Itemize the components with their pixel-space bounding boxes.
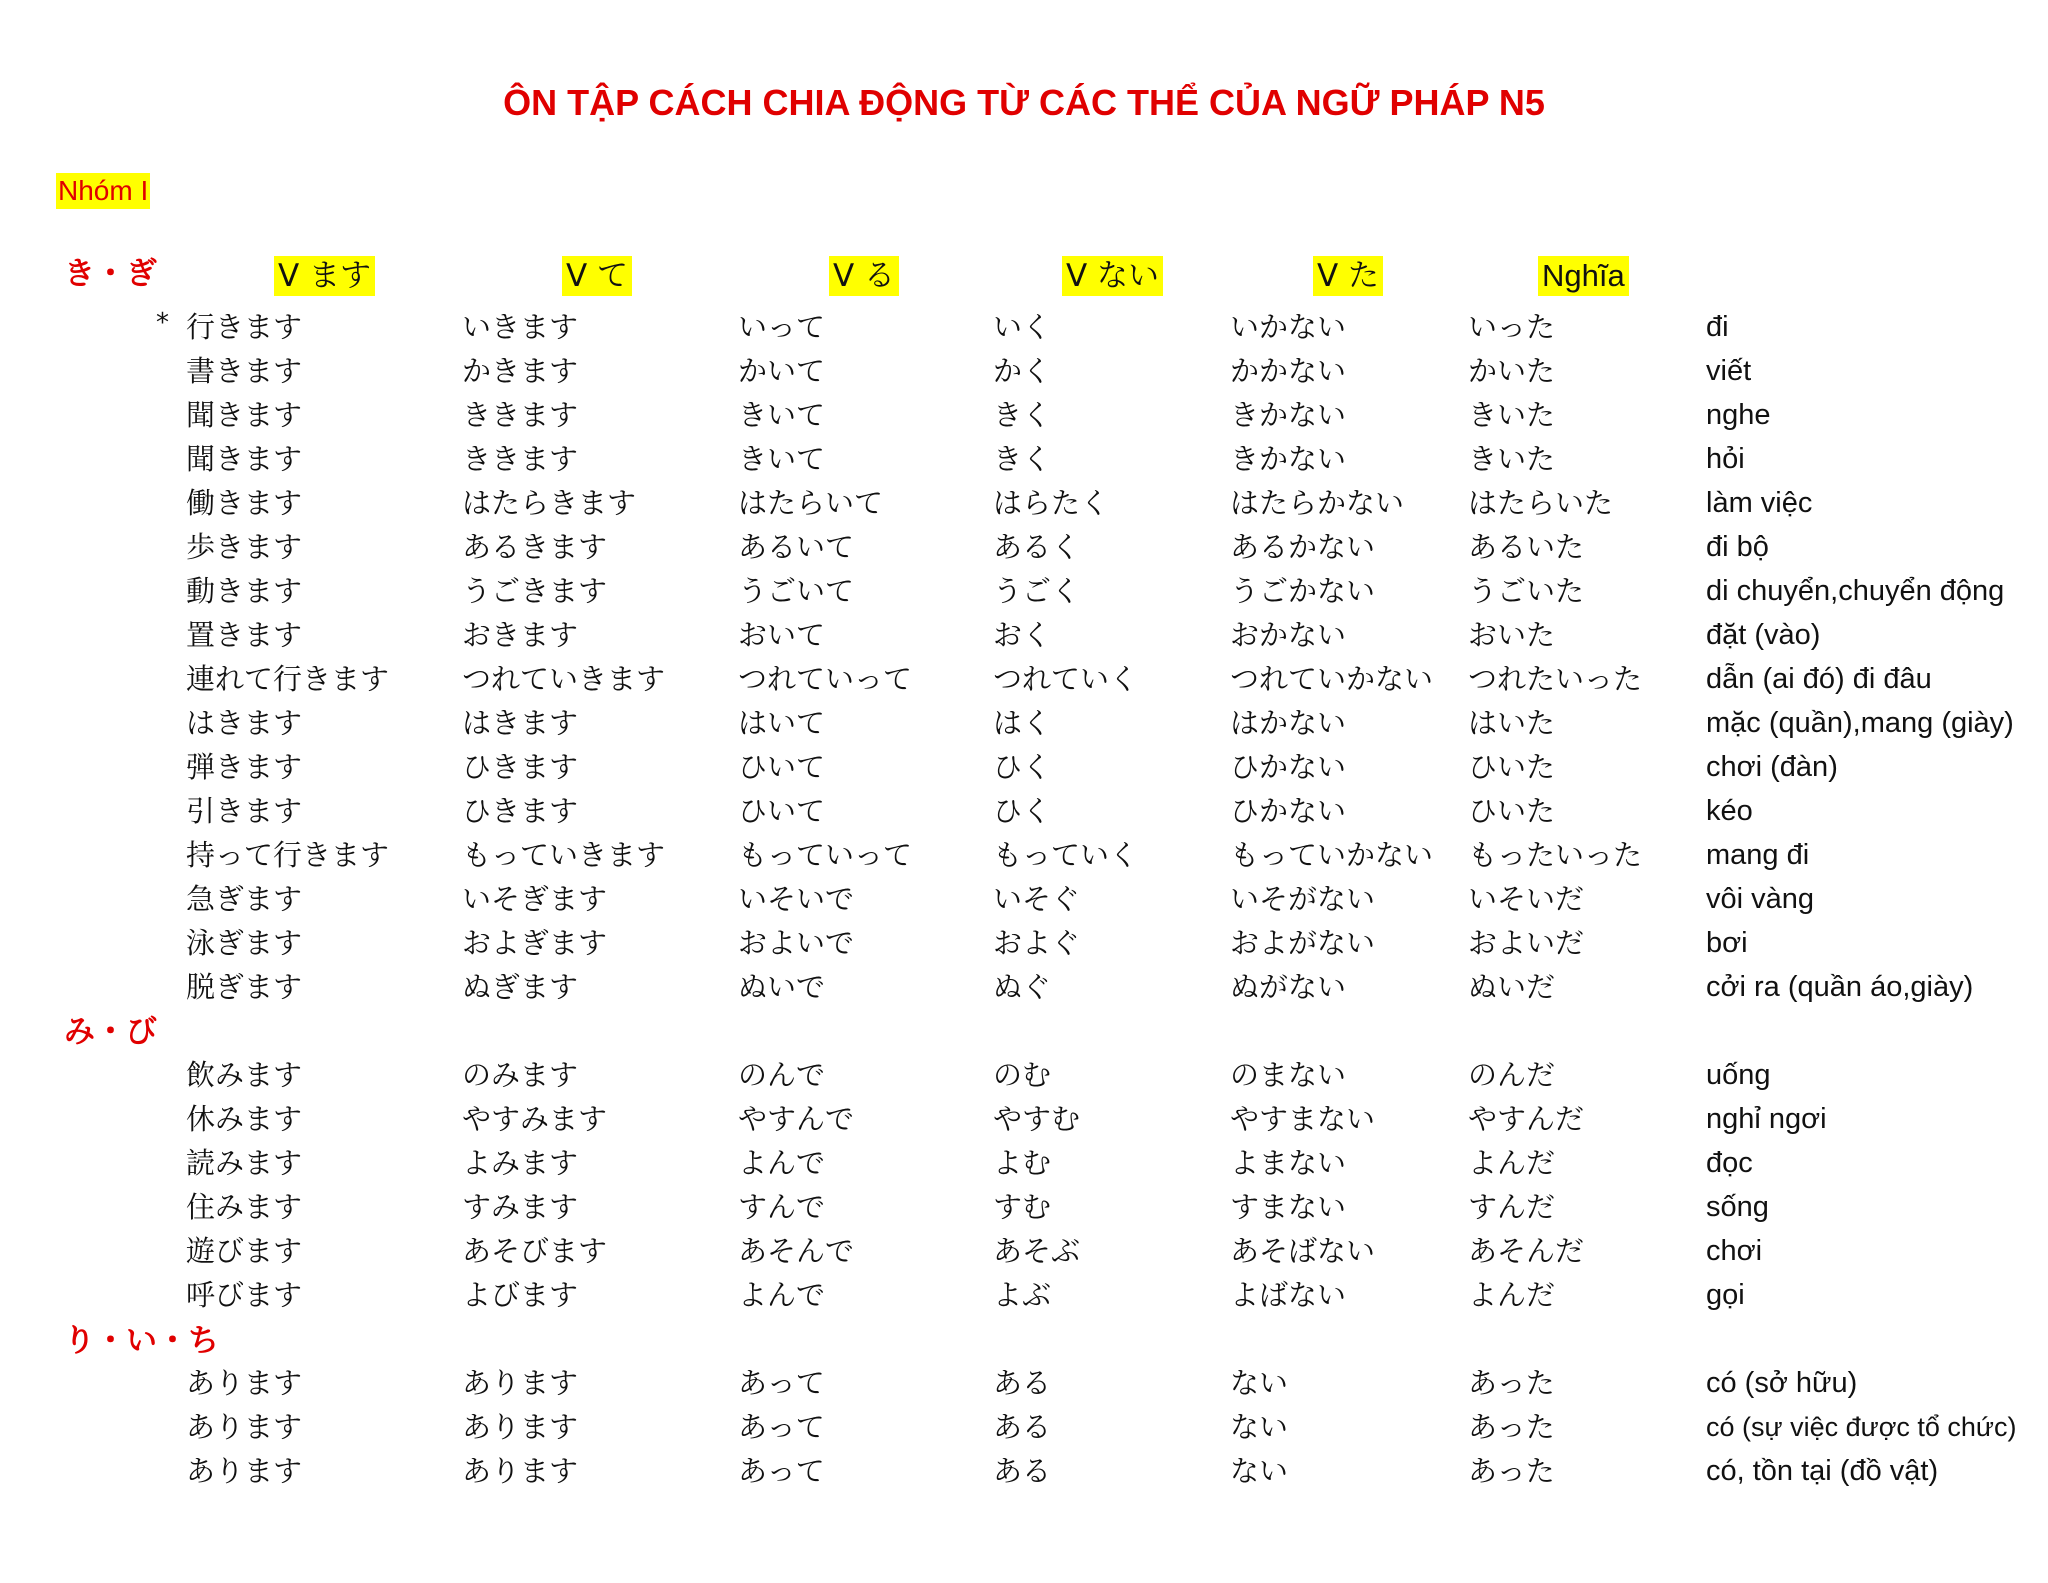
header-ta: V た (1313, 256, 1383, 296)
table-row (0, 1141, 2048, 1185)
cell-masu-kana: よみます (462, 1146, 579, 1180)
cell-masu-kanji: 引きます (186, 794, 303, 828)
cell-te: よんで (738, 1278, 826, 1312)
note-asterisk: * (156, 308, 169, 338)
cell-ta: きいた (1468, 442, 1556, 476)
cell-ru: ぬぐ (993, 970, 1052, 1004)
cell-masu-kanji: 持って行きます (186, 838, 390, 872)
table-row (0, 1053, 2048, 1097)
cell-masu-kana: すみます (462, 1190, 579, 1224)
cell-masu-kanji: あります (186, 1410, 303, 1444)
cell-te: つれていって (738, 662, 913, 696)
cell-nai: よまない (1230, 1146, 1347, 1180)
cell-masu-kanji: 聞きます (186, 442, 303, 476)
cell-meaning: vôi vàng (1706, 883, 1815, 915)
cell-ta: はたらいた (1468, 486, 1614, 520)
cell-nai: かかない (1230, 354, 1347, 388)
table-row (0, 965, 2048, 1009)
cell-te: およいで (738, 926, 855, 960)
cell-te: ぬいで (738, 970, 826, 1004)
table-row (0, 525, 2048, 569)
cell-ta: いった (1468, 310, 1556, 344)
cell-te: すんで (738, 1190, 826, 1224)
cell-ru: ある (993, 1366, 1052, 1400)
cell-nai: きかない (1230, 398, 1347, 432)
cell-ta: のんだ (1468, 1058, 1556, 1092)
table-row (0, 1361, 2048, 1405)
cell-nai: おかない (1230, 618, 1347, 652)
cell-ta: つれたいった (1468, 662, 1643, 696)
table-row (0, 657, 2048, 701)
cell-masu-kana: はきます (462, 706, 579, 740)
table-row (0, 481, 2048, 525)
cell-te: もっていって (738, 838, 913, 872)
cell-meaning: có (sự việc được tổ chức) (1706, 1412, 2017, 1442)
cell-ru: つれていく (993, 662, 1139, 696)
table-row (0, 1097, 2048, 1141)
cell-nai: あるかない (1230, 530, 1376, 564)
cell-te: やすんで (738, 1102, 855, 1136)
cell-meaning: sống (1706, 1191, 1769, 1223)
cell-ta: あそんだ (1468, 1234, 1585, 1268)
cell-meaning: uống (1706, 1059, 1771, 1091)
cell-meaning: nghe (1706, 399, 1771, 431)
cell-masu-kanji: 聞きます (186, 398, 303, 432)
cell-masu-kana: はたらきます (462, 486, 637, 520)
table-row (0, 921, 2048, 965)
cell-ru: いく (993, 310, 1052, 344)
cell-meaning: làm việc (1706, 487, 1813, 519)
table-row (0, 1405, 2048, 1449)
cell-meaning: đặt (vào) (1706, 619, 1821, 651)
cell-masu-kana: うごきます (462, 574, 608, 608)
cell-te: ひいて (738, 794, 826, 828)
table-row (0, 745, 2048, 789)
cell-masu-kana: やすみます (462, 1102, 608, 1136)
cell-ru: よぶ (993, 1278, 1052, 1312)
cell-ta: すんだ (1468, 1190, 1556, 1224)
header-nai: V ない (1062, 256, 1163, 296)
cell-meaning: dẫn (ai đó) đi đâu (1706, 663, 1932, 695)
cell-masu-kanji: 弾きます (186, 750, 303, 784)
cell-meaning: bơi (1706, 927, 1748, 959)
table-row (0, 877, 2048, 921)
header-nghia: Nghĩa (1538, 256, 1629, 296)
cell-masu-kanji: 歩きます (186, 530, 303, 564)
cell-meaning: gọi (1706, 1279, 1745, 1311)
cell-ru: おく (993, 618, 1052, 652)
cell-ru: いそぐ (993, 882, 1081, 916)
header-masu: V ます (274, 256, 375, 296)
table-row (0, 1185, 2048, 1229)
cell-ta: かいた (1468, 354, 1556, 388)
cell-nai: はかない (1230, 706, 1347, 740)
table-row (0, 305, 2048, 349)
cell-nai: のまない (1230, 1058, 1347, 1092)
cell-masu-kanji: 動きます (186, 574, 303, 608)
cell-meaning: kéo (1706, 795, 1753, 827)
cell-ru: ある (993, 1454, 1052, 1488)
cell-masu-kanji: 呼びます (186, 1278, 303, 1312)
cell-te: あって (738, 1410, 825, 1444)
cell-ru: ひく (993, 794, 1052, 828)
cell-meaning: chơi (1706, 1235, 1763, 1267)
cell-masu-kanji: 置きます (186, 618, 303, 652)
cell-ru: はく (993, 706, 1052, 740)
cell-ru: きく (993, 442, 1052, 476)
cell-ta: ひいた (1468, 794, 1556, 828)
table-row (0, 1229, 2048, 1273)
cell-nai: あそばない (1230, 1234, 1376, 1268)
cell-masu-kana: おきます (462, 618, 579, 652)
cell-te: きいて (738, 398, 826, 432)
cell-ru: かく (993, 354, 1052, 388)
cell-ru: ある (993, 1410, 1052, 1444)
cell-masu-kana: あります (462, 1454, 579, 1488)
cell-nai: およがない (1230, 926, 1376, 960)
cell-meaning: di chuyển,chuyển động (1706, 575, 2005, 607)
cell-nai: ない (1230, 1410, 1289, 1444)
cell-te: あって (738, 1366, 825, 1400)
table-row (0, 613, 2048, 657)
cell-ru: およぐ (993, 926, 1081, 960)
cell-nai: つれていかない (1230, 662, 1434, 696)
cell-te: うごいて (738, 574, 855, 608)
cell-masu-kanji: はきます (186, 706, 303, 740)
cell-ru: すむ (993, 1190, 1052, 1224)
cell-ta: もったいった (1468, 838, 1643, 872)
cell-nai: ひかない (1230, 794, 1347, 828)
cell-masu-kana: あります (462, 1410, 579, 1444)
cell-masu-kanji: 飲みます (186, 1058, 303, 1092)
cell-te: いって (738, 310, 826, 344)
cell-masu-kana: あるきます (462, 530, 608, 564)
cell-te: いそいで (738, 882, 855, 916)
cell-ta: あるいた (1468, 530, 1585, 564)
cell-ru: やすむ (993, 1102, 1081, 1136)
cell-nai: すまない (1230, 1190, 1347, 1224)
group-label: Nhóm I (56, 173, 150, 209)
cell-ru: ひく (993, 750, 1052, 784)
cell-te: かいて (738, 354, 826, 388)
cell-masu-kanji: あります (186, 1454, 303, 1488)
table-row (0, 701, 2048, 745)
cell-ru: きく (993, 398, 1052, 432)
cell-masu-kanji: 住みます (186, 1190, 303, 1224)
cell-te: きいて (738, 442, 826, 476)
cell-masu-kana: もっていきます (462, 838, 666, 872)
cell-masu-kanji: 行きます (186, 310, 303, 344)
cell-masu-kana: いきます (462, 310, 579, 344)
cell-ta: あった (1468, 1454, 1555, 1488)
cell-masu-kana: いそぎます (462, 882, 608, 916)
cell-masu-kana: あります (462, 1366, 579, 1400)
cell-meaning: nghỉ ngơi (1706, 1103, 1827, 1135)
cell-te: あそんで (738, 1234, 855, 1268)
table-row (0, 349, 2048, 393)
cell-nai: いかない (1230, 310, 1347, 344)
cell-masu-kanji: 働きます (186, 486, 303, 520)
cell-masu-kana: ひきます (462, 750, 579, 784)
table-row (0, 569, 2048, 613)
cell-ta: およいだ (1468, 926, 1585, 960)
cell-te: はたらいて (738, 486, 884, 520)
table-row (0, 1273, 2048, 1317)
cell-ta: はいた (1468, 706, 1556, 740)
cell-nai: ない (1230, 1454, 1289, 1488)
cell-nai: はたらかない (1230, 486, 1405, 520)
cell-masu-kana: のみます (462, 1058, 579, 1092)
table-row (0, 393, 2048, 437)
cell-nai: よばない (1230, 1278, 1347, 1312)
cell-nai: きかない (1230, 442, 1347, 476)
cell-te: あって (738, 1454, 825, 1488)
cell-masu-kana: かきます (462, 354, 579, 388)
cell-masu-kana: つれていきます (462, 662, 666, 696)
cell-masu-kanji: 遊びます (186, 1234, 303, 1268)
cell-masu-kana: ぬぎます (462, 970, 579, 1004)
cell-ru: うごく (993, 574, 1081, 608)
cell-meaning: viết (1706, 355, 1752, 387)
cell-te: のんで (738, 1058, 826, 1092)
table-row (0, 1449, 2048, 1493)
cell-meaning: đi bộ (1706, 531, 1769, 563)
cell-meaning: đi (1706, 311, 1729, 343)
table-row (0, 833, 2048, 877)
cell-ta: ぬいだ (1468, 970, 1556, 1004)
cell-ru: よむ (993, 1146, 1052, 1180)
cell-ta: うごいた (1468, 574, 1585, 608)
cell-meaning: hỏi (1706, 443, 1745, 475)
cell-ta: あった (1468, 1366, 1555, 1400)
cell-meaning: cởi ra (quần áo,giày) (1706, 971, 1974, 1003)
cell-nai: ない (1230, 1366, 1289, 1400)
cell-meaning: chơi (đàn) (1706, 751, 1838, 783)
cell-ta: よんだ (1468, 1278, 1556, 1312)
cell-te: おいて (738, 618, 826, 652)
cell-nai: ひかない (1230, 750, 1347, 784)
cell-masu-kanji: 急ぎます (186, 882, 303, 916)
cell-masu-kanji: 休みます (186, 1102, 303, 1136)
cell-masu-kanji: 泳ぎます (186, 926, 303, 960)
cell-ru: あそぶ (993, 1234, 1081, 1268)
table-row (0, 437, 2048, 481)
cell-ta: おいた (1468, 618, 1556, 652)
cell-te: はいて (738, 706, 826, 740)
cell-te: あるいて (738, 530, 855, 564)
cell-ru: もっていく (993, 838, 1139, 872)
cell-meaning: mặc (quần),mang (giày) (1706, 707, 2014, 739)
cell-ru: はらたく (993, 486, 1110, 520)
cell-masu-kanji: 脱ぎます (186, 970, 303, 1004)
cell-nai: うごかない (1230, 574, 1376, 608)
page-title: ÔN TẬP CÁCH CHIA ĐỘNG TỪ CÁC THỂ CỦA NGỮ PHÁP N5 (503, 82, 1545, 123)
cell-te: ひいて (738, 750, 826, 784)
section-label-ri-i-chi: り・い・ち (64, 1323, 219, 1359)
header-te: V て (562, 256, 632, 296)
cell-ru: あるく (993, 530, 1081, 564)
cell-ta: あった (1468, 1410, 1555, 1444)
section-label-mi-bi: み・び (64, 1014, 157, 1050)
cell-meaning: có, tồn tại (đồ vật) (1706, 1455, 1939, 1487)
cell-masu-kana: ききます (462, 442, 579, 476)
cell-masu-kana: ききます (462, 398, 579, 432)
cell-ta: よんだ (1468, 1146, 1556, 1180)
cell-masu-kanji: 連れて行きます (186, 662, 390, 696)
cell-ta: ひいた (1468, 750, 1556, 784)
header-ru: V る (829, 256, 899, 296)
cell-ta: いそいだ (1468, 882, 1585, 916)
cell-masu-kana: あそびます (462, 1234, 608, 1268)
cell-ru: のむ (993, 1058, 1052, 1092)
section-label-ki-gi: き・ぎ (64, 256, 157, 292)
cell-masu-kanji: 読みます (186, 1146, 303, 1180)
cell-masu-kanji: 書きます (186, 354, 303, 388)
cell-masu-kana: およぎます (462, 926, 608, 960)
cell-masu-kana: よびます (462, 1278, 579, 1312)
cell-meaning: đọc (1706, 1147, 1753, 1179)
cell-masu-kana: ひきます (462, 794, 579, 828)
cell-nai: ぬがない (1230, 970, 1347, 1004)
cell-meaning: có (sở hữu) (1706, 1367, 1858, 1399)
cell-meaning: mang đi (1706, 839, 1810, 871)
table-row (0, 789, 2048, 833)
cell-nai: いそがない (1230, 882, 1376, 916)
cell-nai: やすまない (1230, 1102, 1376, 1136)
cell-masu-kanji: あります (186, 1366, 303, 1400)
cell-te: よんで (738, 1146, 826, 1180)
cell-ta: きいた (1468, 398, 1556, 432)
cell-ta: やすんだ (1468, 1102, 1585, 1136)
cell-nai: もっていかない (1230, 838, 1434, 872)
